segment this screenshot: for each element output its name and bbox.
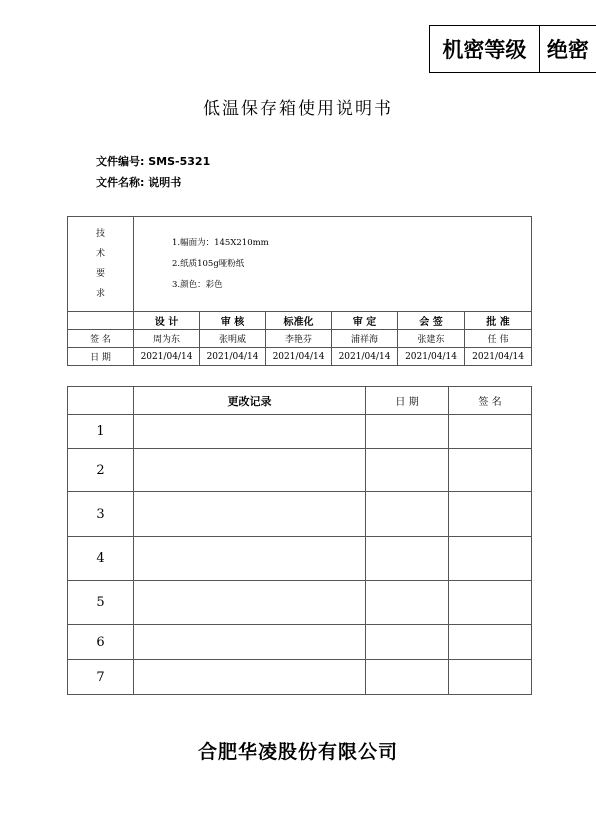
header-date: 日 期 — [366, 387, 449, 415]
requirement-line: 2.纸质105g哑粉纸 — [172, 258, 245, 269]
change-row — [68, 660, 532, 695]
change-row — [68, 625, 532, 660]
company-name: 合肥华凌股份有限公司 — [197, 741, 398, 763]
sign-row — [68, 330, 532, 348]
header-review: 审 核 — [200, 312, 266, 330]
security-level-box — [429, 25, 596, 73]
approval-table — [67, 216, 532, 366]
change-row — [68, 415, 532, 449]
row-number: 1 — [68, 415, 134, 449]
sign-date: 2021/04/14 — [332, 348, 398, 366]
row-number: 3 — [68, 492, 134, 537]
sign-label: 签 名 — [68, 330, 134, 348]
blank-cell — [68, 387, 134, 415]
file-number-label: 文件编号: — [96, 155, 145, 168]
header-change-record: 更改记录 — [134, 387, 366, 415]
change-row — [68, 581, 532, 625]
date-label: 日 期 — [68, 348, 134, 366]
row-number: 5 — [68, 581, 134, 625]
signer: 周为东 — [134, 330, 200, 348]
file-name — [96, 174, 181, 190]
change-log-table — [67, 386, 532, 695]
signer: 张明威 — [200, 330, 266, 348]
sign-date: 2021/04/14 — [266, 348, 332, 366]
requirement-line: 3.颜色：彩色 — [172, 279, 223, 290]
file-name-value: 说明书 — [148, 176, 182, 189]
sign-date: 2021/04/14 — [398, 348, 465, 366]
security-level-value: 绝密 — [546, 38, 589, 62]
sign-date: 2021/04/14 — [465, 348, 532, 366]
requirements-label — [68, 217, 134, 312]
header-countersign: 会 签 — [398, 312, 465, 330]
header-design: 设 计 — [134, 312, 200, 330]
signer: 张建东 — [398, 330, 465, 348]
row-number: 7 — [68, 660, 134, 695]
security-level-label: 机密等级 — [430, 26, 540, 72]
requirement-line: 1.幅面为：145X210mm — [172, 237, 269, 248]
sign-date: 2021/04/14 — [134, 348, 200, 366]
row-number: 4 — [68, 537, 134, 581]
row-number: 6 — [68, 625, 134, 660]
req-char: 技 — [95, 229, 105, 239]
date-row — [68, 348, 532, 366]
header-approve: 批 准 — [465, 312, 532, 330]
signer: 浦祥海 — [332, 330, 398, 348]
file-number-value: SMS-5321 — [148, 155, 211, 168]
approval-header-row — [68, 312, 532, 330]
blank-cell — [68, 312, 134, 330]
change-row — [68, 537, 532, 581]
change-row — [68, 492, 532, 537]
req-char: 要 — [95, 269, 105, 279]
signer: 李艳芬 — [266, 330, 332, 348]
file-name-label: 文件名称: — [96, 176, 145, 189]
signer: 任 伟 — [465, 330, 532, 348]
header-verify: 审 定 — [332, 312, 398, 330]
sign-date: 2021/04/14 — [200, 348, 266, 366]
change-row — [68, 449, 532, 492]
requirements-content — [134, 217, 532, 312]
req-char: 术 — [95, 249, 105, 259]
file-number — [96, 153, 210, 169]
header-standardization: 标准化 — [266, 312, 332, 330]
change-log-header — [68, 387, 532, 415]
row-number: 2 — [68, 449, 134, 492]
req-char: 求 — [95, 289, 105, 299]
header-sign: 签 名 — [449, 387, 532, 415]
document-title: 低温保存箱使用说明书 — [203, 99, 393, 119]
